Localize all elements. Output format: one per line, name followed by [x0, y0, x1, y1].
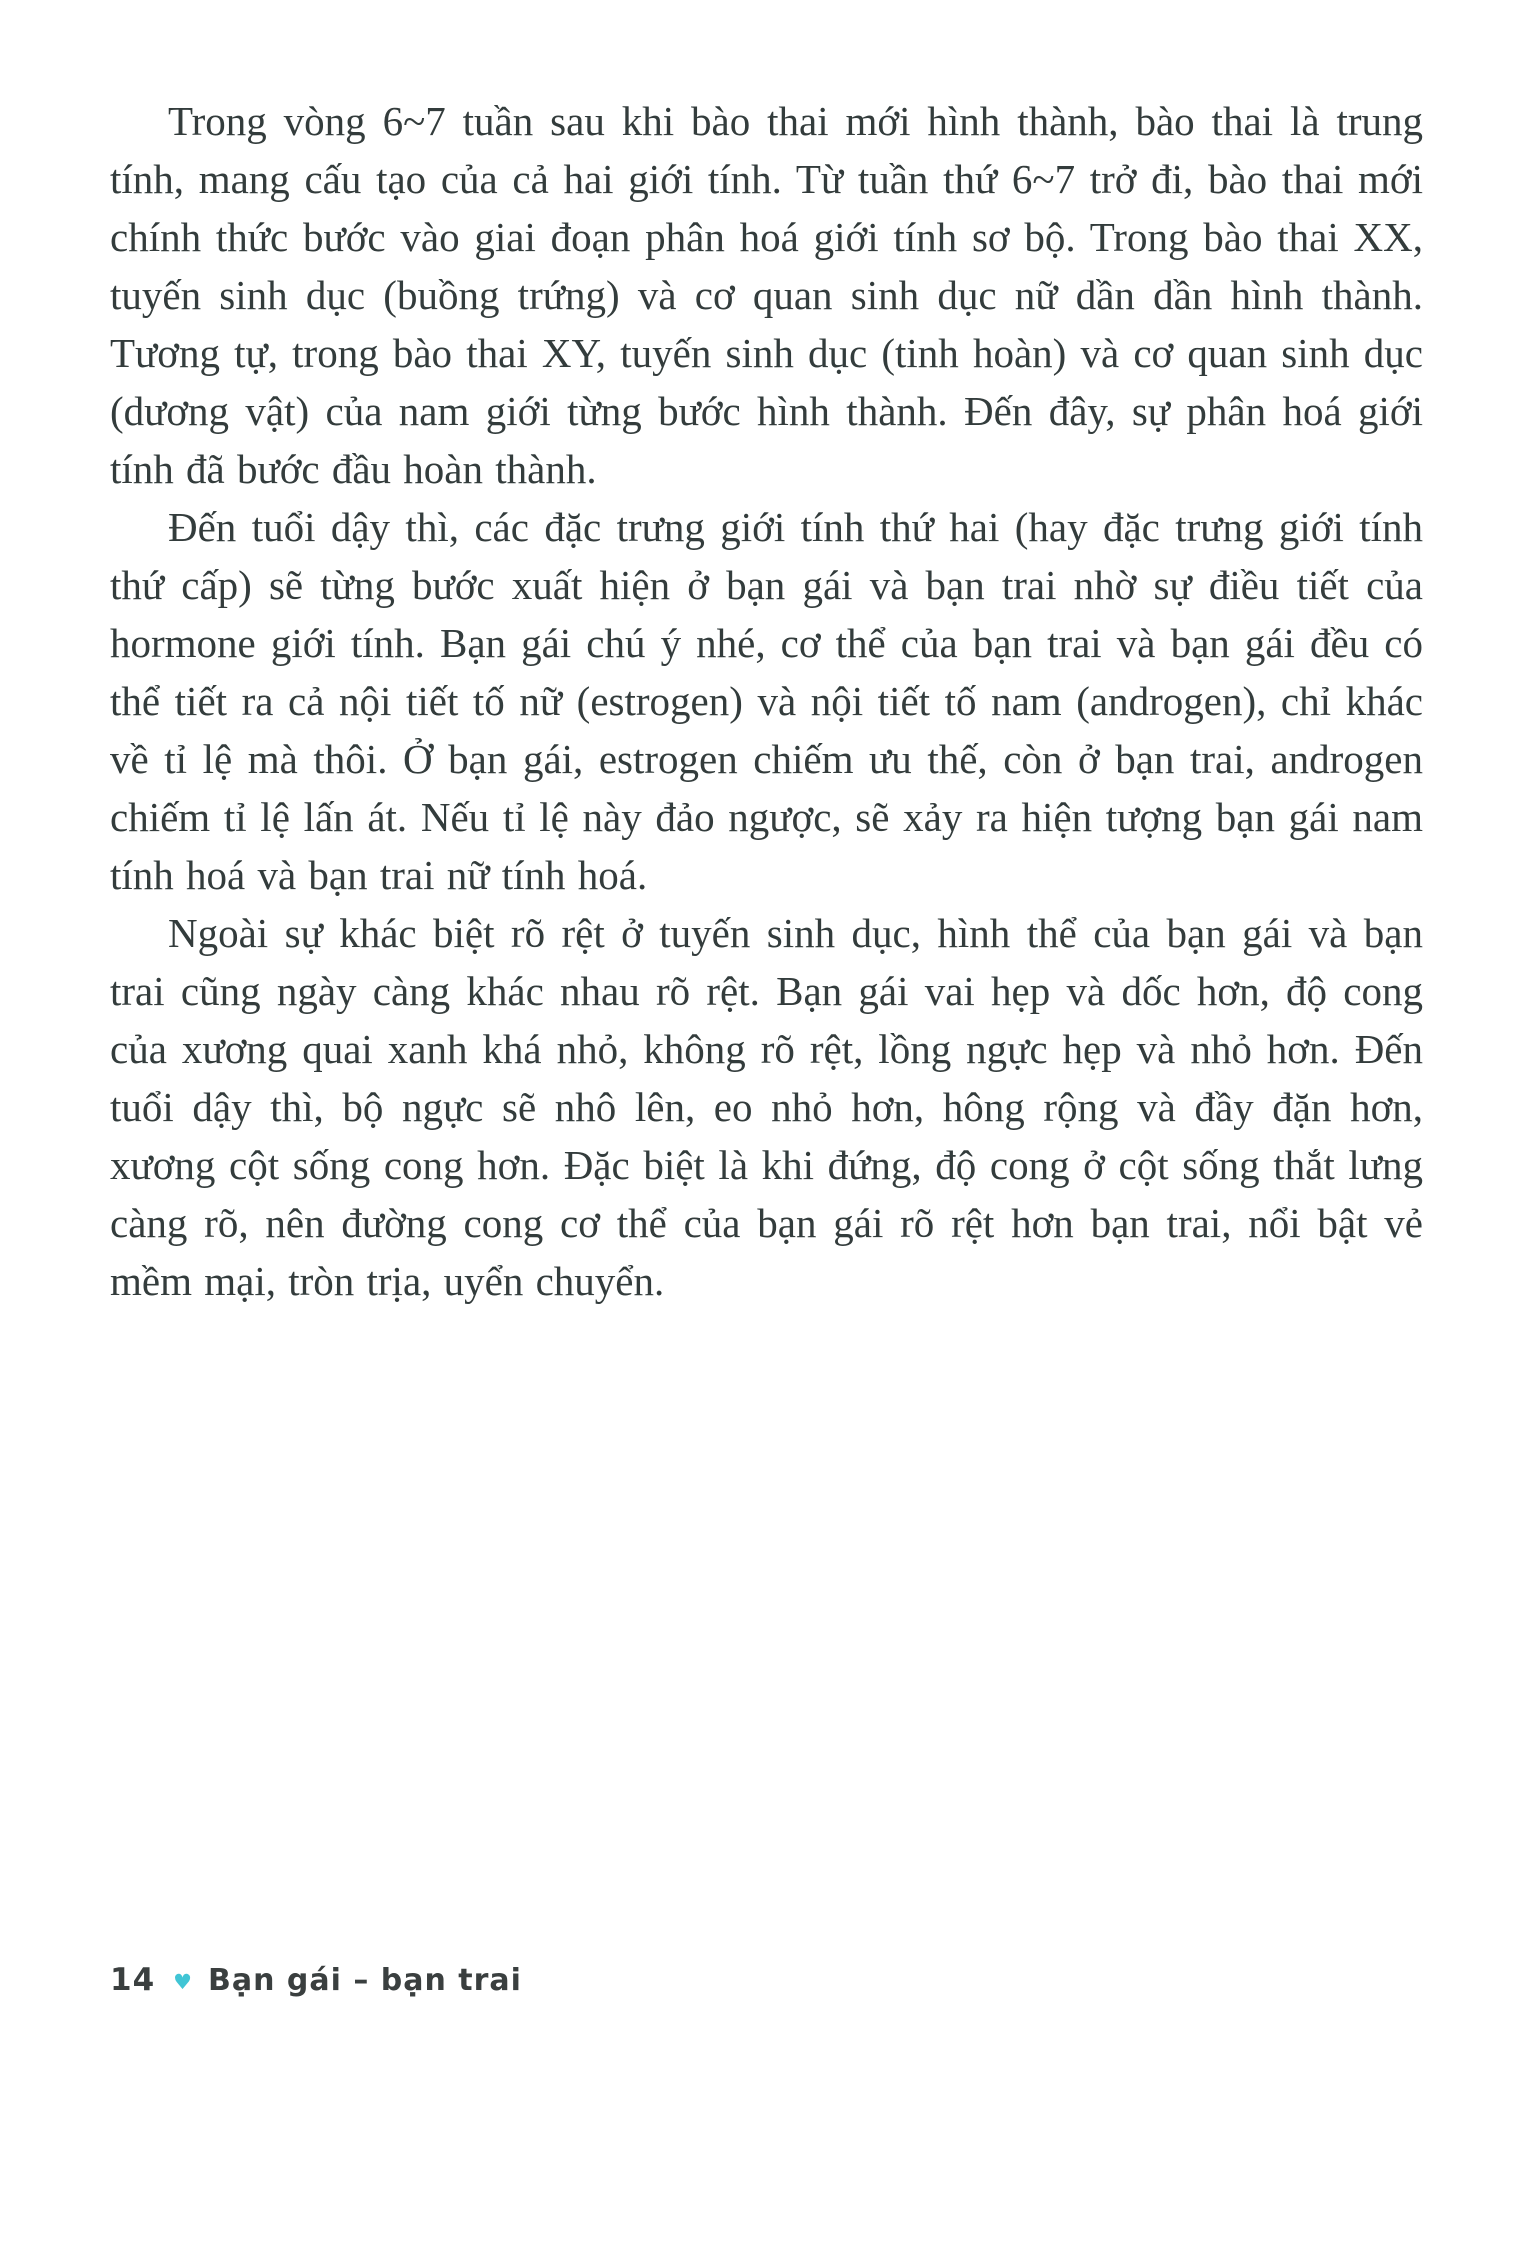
- paragraph-1: Trong vòng 6~7 tuần sau khi bào thai mới hình thành, bào thai là trung tính, mang cấu tạo của cả hai giới tính. Từ tuần thứ 6~7 trở đi, bào thai mới chính thức bước vào giai đoạn phân hoá giới tính sơ bộ. Trong bào thai XX, tuyến sinh dục (buồng trứng) và cơ quan sinh dục nữ dần dần hình thành. Tương tự, trong bào thai XY, tuyến sinh dục (tinh hoàn) và cơ quan sinh dục (dương vật) của nam giới từng bước hình thành. Đến đây, sự phân hoá giới tính đã bước đầu hoàn thành.: [110, 98, 1423, 492]
- body-text: [110, 92, 1423, 1310]
- book-title: Bạn gái – bạn trai: [207, 1962, 522, 1998]
- page-footer: [110, 1962, 522, 1998]
- paragraph-3: Ngoài sự khác biệt rõ rệt ở tuyến sinh dục, hình thể của bạn gái và bạn trai cũng ngày càng khác nhau rõ rệt. Bạn gái vai hẹp và dốc hơn, độ cong của xương quai xanh khá nhỏ, không rõ rệt, lồng ngực hẹp và nhỏ hơn. Đến tuổi dậy thì, bộ ngực sẽ nhô lên, eo nhỏ hơn, hông rộng và đầy đặn hơn, xương cột sống cong hơn. Đặc biệt là khi đứng, độ cong ở cột sống thắt lưng càng rõ, nên đường cong cơ thể của bạn gái rõ rệt hơn bạn trai, nổi bật vẻ mềm mại, tròn trịa, uyển chuyển.: [110, 910, 1423, 1304]
- heart-icon: ♥: [173, 1969, 192, 1994]
- paragraph-2: Đến tuổi dậy thì, các đặc trưng giới tính thứ hai (hay đặc trưng giới tính thứ cấp) sẽ từng bước xuất hiện ở bạn gái và bạn trai nhờ sự điều tiết của hormone giới tính. Bạn gái chú ý nhé, cơ thể của bạn trai và bạn gái đều có thể tiết ra cả nội tiết tố nữ (estrogen) và nội tiết tố nam (androgen), chỉ khác về tỉ lệ mà thôi. Ở bạn gái, estrogen chiếm ưu thế, còn ở bạn trai, androgen chiếm tỉ lệ lấn át. Nếu tỉ lệ này đảo ngược, sẽ xảy ra hiện tượng bạn gái nam tính hoá và bạn trai nữ tính hoá.: [110, 504, 1423, 898]
- page-number: 14: [110, 1962, 156, 1998]
